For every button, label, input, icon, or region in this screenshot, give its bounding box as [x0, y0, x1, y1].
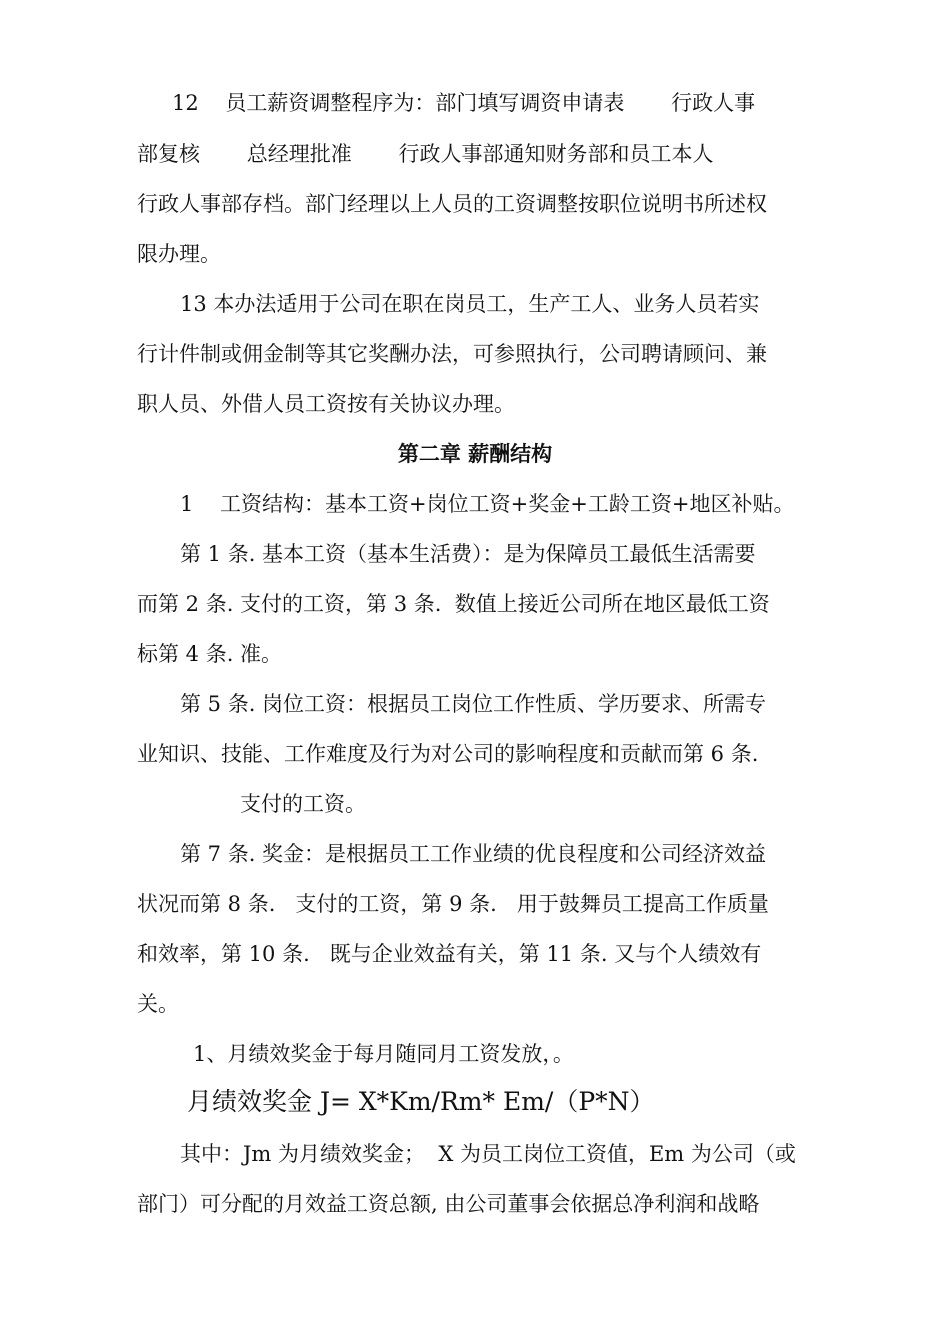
paragraph-line: 部复核 总经理批准 行政人事部通知财务部和员工本人: [137, 142, 714, 166]
paragraph-line: 行政人事部存档。部门经理以上人员的工资调整按职位说明书所述权: [137, 192, 767, 216]
paragraph-line: 标第 4 条. 准。: [137, 642, 283, 666]
paragraph-line: 行计件制或佣金制等其它奖酬办法，可参照执行，公司聘请顾问、兼: [137, 342, 767, 366]
formula-line: 月绩效奖金 J= X*Km/Rm* Em/（P*N）: [187, 1087, 655, 1116]
paragraph-line: 和效率，第 10 条. 既与企业效益有关，第 11 条. 又与个人绩效有: [137, 942, 762, 966]
paragraph-line: 1 工资结构：基本工资+岗位工资+奖金+工龄工资+地区补贴。: [180, 492, 795, 516]
paragraph-line: 支付的工资。: [240, 792, 366, 816]
paragraph-line: 职人员、外借人员工资按有关协议办理。: [137, 392, 515, 416]
chapter-heading: 第二章 薪酬结构: [397, 441, 553, 466]
paragraph-line: 而第 2 条. 支付的工资，第 3 条. 数值上接近公司所在地区最低工资: [137, 592, 770, 616]
paragraph-line: 业知识、技能、工作难度及行为对公司的影响程度和贡献而第 6 条.: [137, 742, 759, 766]
paragraph-line: 部门）可分配的月效益工资总额, 由公司董事会依据总净利润和战略: [137, 1192, 760, 1216]
paragraph-line: 限办理。: [137, 242, 221, 266]
paragraph-line: 关。: [137, 992, 179, 1016]
paragraph-line: 其中：Jm 为月绩效奖金； X 为员工岗位工资值，Em 为公司（或: [180, 1142, 796, 1166]
paragraph-line: 第 5 条. 岗位工资：根据员工岗位工作性质、学历要求、所需专: [180, 692, 767, 716]
paragraph-line: 第 1 条. 基本工资（基本生活费）：是为保障员工最低生活需要: [180, 542, 756, 566]
paragraph-line: 13 本办法适用于公司在职在岗员工，生产工人、业务人员若实: [180, 292, 760, 316]
paragraph-line: 1、月绩效奖金于每月随同月工资发放，。: [193, 1042, 574, 1066]
paragraph-line: 12 员工薪资调整程序为：部门填写调资申请表 行政人事: [172, 91, 756, 115]
paragraph-line: 第 7 条. 奖金：是根据员工工作业绩的优良程度和公司经济效益: [180, 842, 767, 866]
paragraph-line: 状况而第 8 条. 支付的工资，第 9 条. 用于鼓舞员工提高工作质量: [137, 892, 769, 916]
